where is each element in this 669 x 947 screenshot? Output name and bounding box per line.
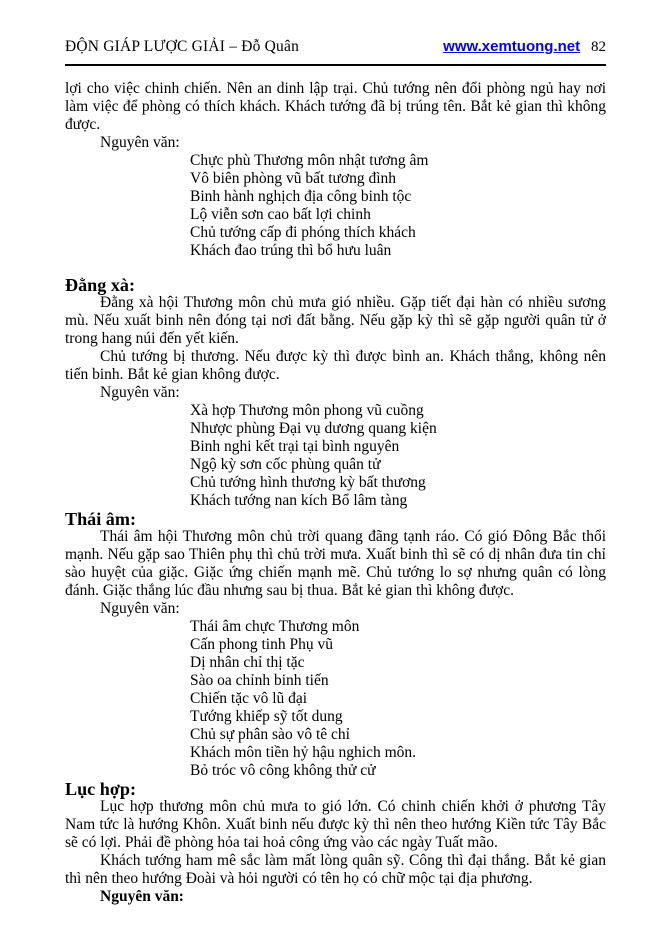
verse-line: Chủ sự phân sào vô tê chỉ [190,726,350,743]
section-thai-am [65,510,606,780]
verse-line: Chủ tướng cấp đi phóng thích khách [190,224,416,241]
section-heading: Đằng xà: [65,275,135,295]
section-heading: Lục hợp: [65,779,136,799]
verse-line: Lộ viễn sơn cao bất lợi chinh [190,206,371,223]
body-paragraph: Lục hợp thương môn chủ mưa to gió lớn. Có chinh chiến khởi ở phương Tây Nam tức là hướng Khôn. Xuất binh nếu được kỳ thì nên theo hướng Kiền tức Tây Bắc sẽ có lợi. Phải đề phòng hỏa tai hoả công ứng vào các ngày Tuất mão. [65,798,606,851]
body-paragraph: lợi cho việc chinh chiến. Nên an dinh lập trại. Chủ tướng nên đổi phòng ngủ hay nơi làm việc để phòng có thích khách. Khách tướng đã bị trúng tên. Bắt kẻ gian thì không được. [65,80,606,133]
verse-block [65,618,606,780]
nguyen-van-label: Nguyên văn: [100,600,180,617]
verse-line: Khách đao trúng thì bổ hưu luân [190,242,392,259]
nguyen-van-label: Nguyên văn: [100,134,180,151]
nguyen-van-label: Nguyên văn: [100,888,184,905]
verse-line: Xà hợp Thương môn phong vũ cuồng [190,402,424,419]
verse-line: Vô biên phòng vũ bất tương đình [190,170,397,187]
verse-block [65,152,606,260]
header-right [443,38,606,56]
verse-line: Nhược phùng Đại vụ dương quang kiện [190,420,437,437]
website-link[interactable]: www.xemtuong.net [443,38,581,55]
verse-line: Binh hành nghịch địa công binh tộc [190,188,412,205]
body-paragraph: Khách tướng ham mê sắc làm mất lòng quân sỹ. Công thì đại thắng. Bắt kẻ gian thì nên theo hướng Đoài và hỏi người có tên họ có chữ mộc tại địa phương. [65,852,606,887]
verse-line: Khách môn tiền hỷ hậu nghich môn. [190,744,416,761]
page-number: 82 [591,39,606,55]
verse-line: Cấn phong tinh Phụ vũ [190,636,333,653]
body-paragraph: Thái âm hội Thương môn chủ trời quang đãng tạnh ráo. Có gió Đông Bắc thổi mạnh. Nếu gặp sao Thiên phụ thì chủ trời mưa. Xuất binh thì sẽ có dị nhân đưa tin chỉ sào huyệt của giặc. Giặc ứng chiến mạnh mẽ. Chủ tướng lo sợ nhưng quân có lòng đánh. Giặc thắng lúc đầu nhưng sau bị thua. Bắt kẻ gian thì không được. [65,528,606,599]
verse-line: Tướng khiếp sỹ tốt dung [190,708,343,725]
section-luc-hop [65,780,606,906]
nguyen-van-label: Nguyên văn: [100,384,180,401]
verse-line: Thái âm chực Thương môn [190,618,360,635]
body-paragraph: Chủ tướng bị thương. Nếu được kỳ thì được bình an. Khách thắng, không nên tiến binh. Bắt kẻ gian không được. [65,348,606,383]
book-title: ĐỘN GIÁP LƯỢC GIẢI – Đỗ Quân [65,38,300,55]
page-content [65,80,606,906]
verse-line: Chủ tướng hình thương kỳ bất thương [190,474,426,491]
verse-line: Ngộ kỳ sơn cốc phùng quân tử [190,456,381,473]
verse-line: Sào oa chỉnh binh tiến [190,672,329,689]
verse-line: Chiến tặc vô lũ đại [190,690,308,707]
verse-line: Chực phù Thương môn nhật tương âm [190,152,429,169]
verse-line: Dị nhân chỉ thị tặc [190,654,305,671]
body-paragraph: Đằng xà hội Thương môn chủ mưa gió nhiều. Gặp tiết đại hàn có nhiều sương mù. Nếu xuất binh nên đóng tại nơi đất bằng. Nếu gặp kỳ thì sẽ gặp người quân tử ở trong hang núi đến yết kiến. [65,294,606,347]
verse-line: Bỏ tróc vô công không thử cử [190,762,376,779]
verse-line: Binh nghi kết trại tại bình nguyên [190,438,400,455]
section-intro [65,80,606,260]
verse-block [65,402,606,510]
verse-line: Khách tướng nan kích Bổ lâm tàng [190,492,408,509]
page-header [65,38,606,66]
section-heading: Thái âm: [65,509,136,529]
section-dang-xa [65,276,606,510]
